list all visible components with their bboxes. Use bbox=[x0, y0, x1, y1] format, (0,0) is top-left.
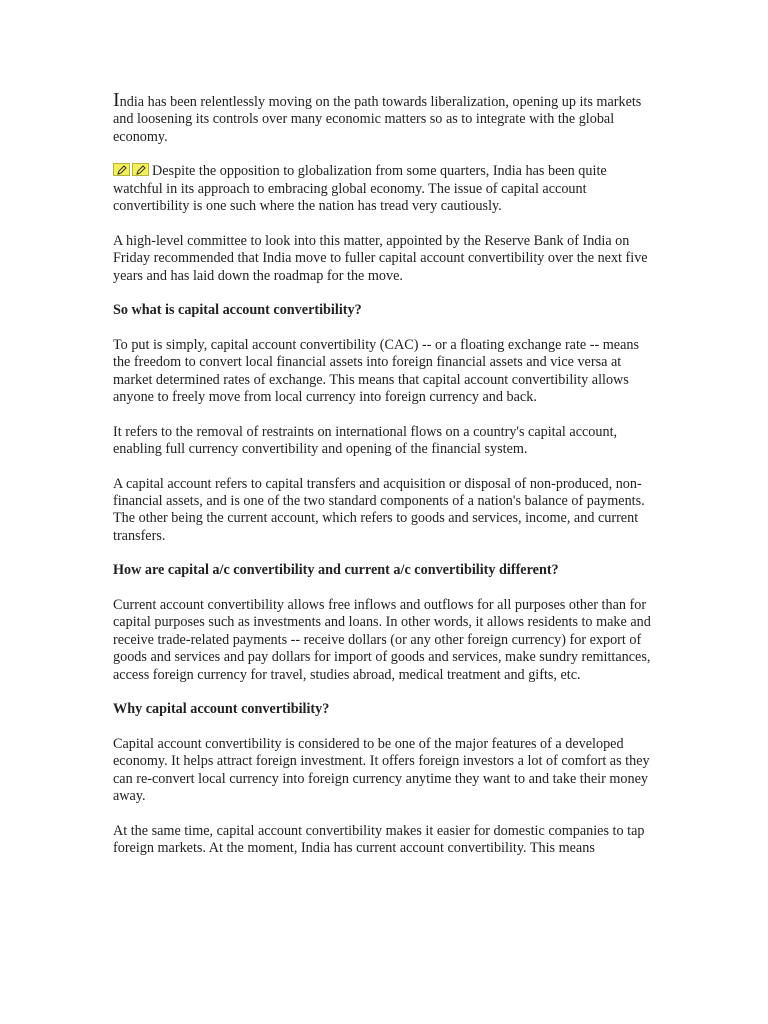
paragraph-2-text: Despite the opposition to globalization from some quarters, India has been quite watchful in its approach to embracing global economy. The issue of capital account convertibility is one such where the nation has tread very cautiously. bbox=[113, 163, 607, 215]
pencil-icon bbox=[132, 163, 149, 176]
paragraph-9: At the same time, capital account convertibility makes it easier for domestic companies to tap foreign markets. At the moment, India has current account convertibility. This means bbox=[113, 822, 645, 857]
pencil-icon bbox=[113, 163, 130, 176]
section-heading-3: Why capital account convertibility? bbox=[113, 701, 330, 718]
section-heading-2: How are capital a/c convertibility and current a/c convertibility different? bbox=[113, 562, 559, 579]
paragraph-3: A high-level committee to look into this matter, appointed by the Reserve Bank of India on Friday recommended that India move to fuller capital account convertibility over the next five years and has laid down the roadmap for the move. bbox=[113, 232, 648, 284]
drop-cap: I bbox=[113, 89, 120, 111]
inline-icons bbox=[113, 163, 151, 180]
article-body bbox=[113, 89, 659, 875]
intro-paragraph bbox=[113, 89, 659, 146]
paragraph-6: A capital account refers to capital transfers and acquisition or disposal of non-produced, non-financial assets, and is one of the two standard components of a nation's balance of payments. The other being the current account, which refers to goods and services, income, and current transfers. bbox=[113, 475, 645, 544]
paragraph-8: Capital account convertibility is considered to be one of the major features of a developed economy. It helps attract foreign investment. It offers foreign investors a lot of comfort as they can re-convert local currency into foreign currency anytime they want to and take their money away. bbox=[113, 735, 650, 805]
paragraph-4: To put is simply, capital account convertibility (CAC) -- or a floating exchange rate -- means the freedom to convert local financial assets into foreign financial assets and vice versa at market determined rates of exchange. This means that capital account convertibility allows anyone to freely move from local currency into foreign currency and back. bbox=[113, 336, 640, 406]
intro-text: ndia has been relentlessly moving on the path towards liberalization, opening up its markets and loosening its controls over many economic matters so as to integrate with the global economy. bbox=[113, 94, 642, 145]
section-heading-1: So what is capital account convertibility? bbox=[113, 302, 362, 319]
paragraph-2 bbox=[113, 163, 659, 215]
paragraph-5: It refers to the removal of restraints on international flows on a country's capital account, enabling full currency convertibility and opening of the financial system. bbox=[113, 423, 618, 458]
paragraph-7: Current account convertibility allows free inflows and outflows for all purposes other than for capital purposes such as investments and loans. In other words, it allows residents to make and receive trade-related payments -- receive dollars (or any other foreign currency) for export of goods and services and pay dollars for import of goods and services, make sundry remittances, access foreign currency for travel, studies abroad, medical treatment and gifts, etc. bbox=[113, 597, 651, 683]
